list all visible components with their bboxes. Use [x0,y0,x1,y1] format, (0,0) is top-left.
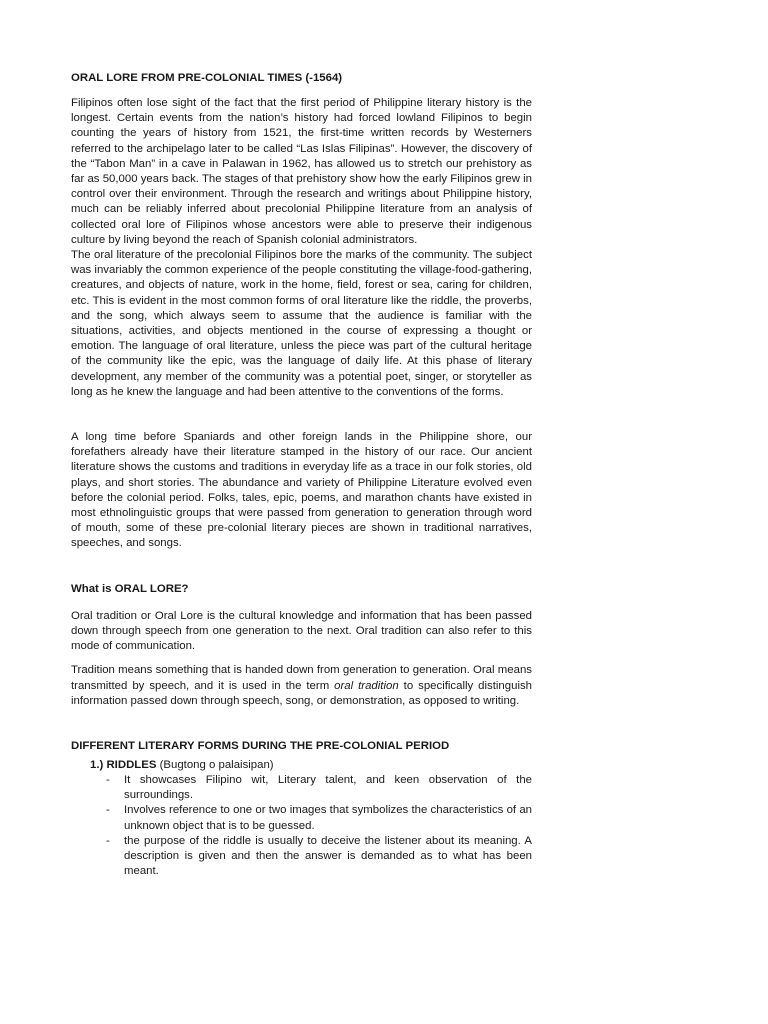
oral-lore-heading: What is ORAL LORE? [71,582,189,595]
riddles-subtitle: (Bugtong o palaisipan) [156,758,274,771]
dash-marker: - [106,834,110,847]
oral-tradition-term: oral tradition [334,679,399,692]
bullet-text: It showcases Filipino wit, Literary talent, and keen observation of the surroundings. [124,773,532,802]
tradition-text-2: to specifically distinguish information passed down through speech, song, or demonstration, as opposed to writing. [71,679,533,707]
riddles-label: 1.) RIDDLES [90,758,157,771]
tradition-definition [71,663,532,709]
riddles-bullet [71,773,532,803]
document-page [71,71,532,879]
bullet-text: the purpose of the riddle is usually to deceive the listener about its meaning. A description is given and then the answer is demanded as to what has been meant. [124,834,532,878]
paragraph-prehistory: Filipinos often lose sight of the fact that the first period of Philippine literary history is the longest. Certain events from the nation’s history had forced lowland Filipinos to begin counting the years of history from 1521, the first-time written records by Westerners referred to the archipelago later to be called “Las Islas Filipinas”. However, the discovery of the “Tabon Man” in a cave in Palawan in 1962, has allowed us to stretch our prehistory as far as 50,000 years back. The stages of that prehistory show how the early Filipinos grew in control over their environment. Through the research and writings about Philippine history, much can be reliably inferred about precolonial Philippine literature from an analysis of collected oral lore of Filipinos whose ancestors were able to preserve their indigenous culture by living beyond the reach of Spanish colonial administrators. [71,97,532,246]
oral-lore-definition: Oral tradition or Oral Lore is the cultural knowledge and information that has been passed down through speech from one generation to the next. Oral tradition can also refer to this mode of communication. [71,609,532,653]
tradition-text-1: Tradition means something that is handed down from generation to generation. Oral means transmitted by speech, and it is used in the term [71,664,532,692]
literary-forms-heading: DIFFERENT LITERARY FORMS DURING THE PRE-COLONIAL PERIOD [71,739,450,752]
riddles-bullet [71,834,532,880]
bullet-text: Involves reference to one or two images that symbolizes the characteristics of an unknown object that is to be guessed. [124,804,532,832]
section-title: ORAL LORE FROM PRE-COLONIAL TIMES (-1564) [71,72,343,84]
paragraph-oral-literature: The oral literature of the precolonial Filipinos bore the marks of the community. The subject was invariably the common experience of the people constituting the village-food-gathering, creatures, and objects of nature, work in the home, field, forest or sea, caring for children, etc. This is evident in the most common forms of oral literature like the riddle, the proverbs, and the song, which always seem to assume that the audience is familiar with the situations, activities, and objects mentioned in the course of expressing a thought or emotion. The language of oral literature, unless the piece was part of the cultural heritage of the community like the epic, was the language of daily life. At this phase of literary development, any member of the community was a potential poet, singer, or storyteller as long as he knew the language and had been attentive to the conventions of the forms. [71,249,532,398]
dash-marker: - [106,773,110,786]
riddles-bullet [71,803,532,833]
dash-marker: - [106,804,110,817]
riddles-item [90,758,532,773]
riddles-bullet-list [71,773,532,879]
paragraph-ancient-literature: A long time before Spaniards and other foreign lands in the Philippine shore, our forefathers already have their literature stamped in the history of our race. Our ancient literature shows the customs and traditions in everyday life as a trace in our folk stories, old plays, and short stories. The abundance and variety of Philippine Literature evolved even before the colonial period. Folks, tales, epic, poems, and marathon chants have existed in most ethnolinguistic groups that were passed from generation to generation through word of mouth, some of these pre-colonial literary pieces are shown in traditional narratives, speeches, and songs. [71,431,532,550]
